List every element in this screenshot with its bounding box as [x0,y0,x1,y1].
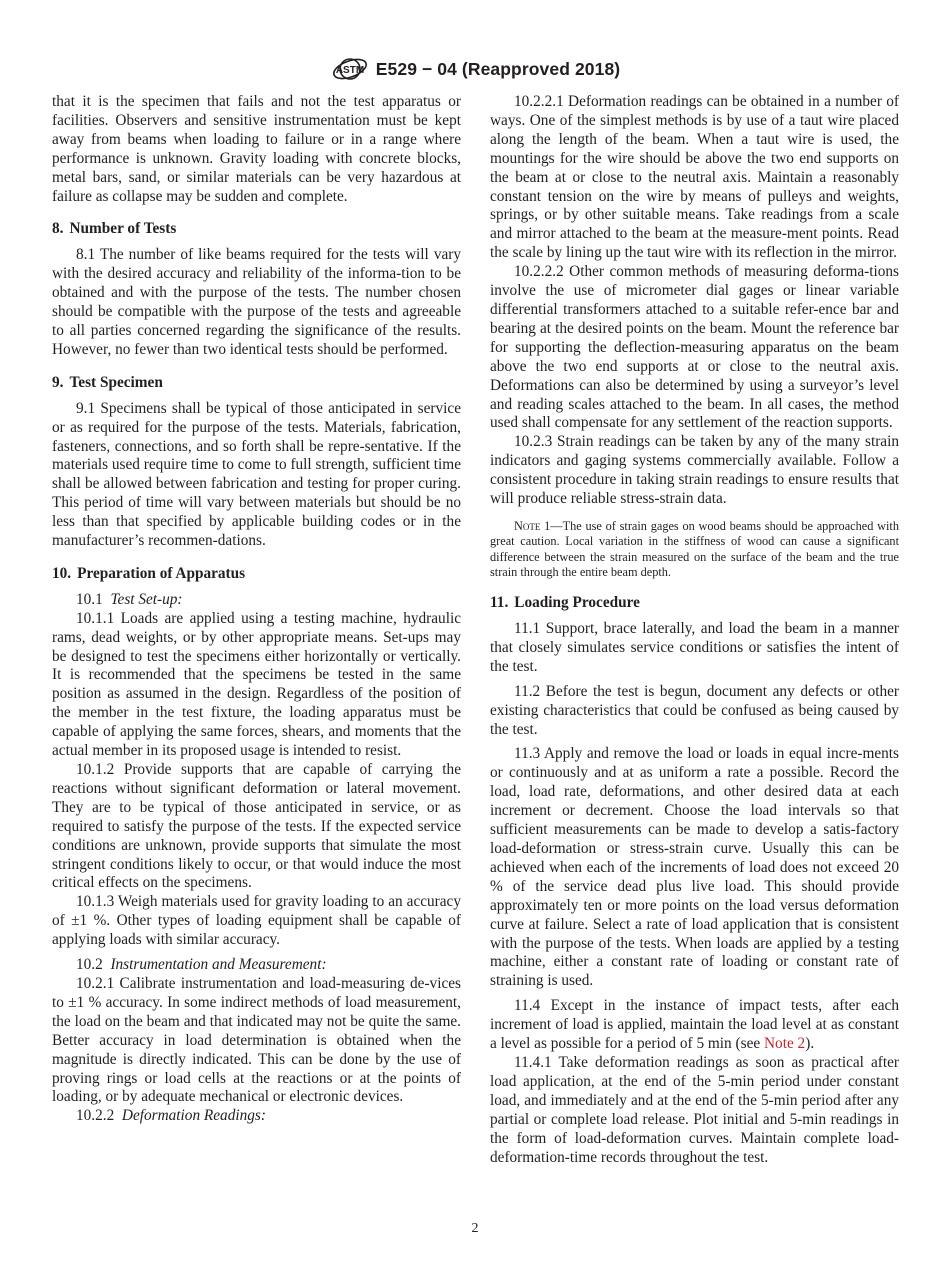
section-heading-8: 8. Number of Tests [52,220,177,238]
paragraph-11-4-1: 11.4.1 Take deformation readings as soon as practical after load application, at the end of the 5-min period under constant load, and immediately and at the end of the 5-min period after any partial or complete load release. Plot initial and 5-min readings in the form of load-deformation curves. Maintain complete load-deformation-time records throughout the test. [490,1053,899,1166]
note-2-link[interactable]: Note 2 [764,1035,806,1053]
document-title: E529 − 04 (Reapproved 2018) [375,58,621,79]
paragraph-10-2-2-2: 10.2.2.2 Other common methods of measuring deforma-tions involve the use of micrometer dial gages or linear variable differential transformers attached to a suitable refer-ence bar and bearing at the desired points on the beam. Mount the reference bar for supporting the deflection-measuring apparatus on the beam above the two end supports at or close to the neutral axis. Deformations can also be determined by using a surveyor’s level and reading scales attached to the beam. In all cases, the method used shall compensate for any settlement of the reaction supports. [490,263,899,432]
subheading-10-1: 10.1 Test Set-up: [76,590,183,608]
paragraph-10-1-1: 10.1.1 Loads are applied using a testing machine, hydraulic rams, dead weights, or by other appropriate means. Set-ups may be designed to test the specimens either horizontally or vertically. It is recommended that the specimens be tested in the same position as assumed in the design. Regardless of the position of the member in the test fixture, the loading apparatus must be capable of applying the same forces, shears, and moments that the actual member in its proposed usage is intended to resist. [52,609,461,760]
paragraph-11-1: 11.1 Support, brace laterally, and load the beam in a manner that closely simulates service conditions or satisfies the intent of the test. [490,620,899,675]
paragraph-11-2: 11.2 Before the test is begun, document any defects or other existing characteristics that could be confused as being caused by the test. [490,682,899,738]
paragraph-9-1: 9.1 Specimens shall be typical of those anticipated in service or as required for the purpose of the tests. Materials, fabrication, fasteners, connections, and so forth shall be repre-sentative. If the materials used require time to come to full strength, sufficient time shall be allowed between fabrication and testing for proper curing. This period of time will vary between materials but should be no less than that specified by applicable building codes or in the manufacturer’s recommen-dations. [52,399,461,550]
section-heading-11: 11. Loading Procedure [490,594,640,612]
astm-logo-icon [330,56,370,82]
note-1 [490,519,899,580]
paragraph-11-3: 11.3 Apply and remove the load or loads in equal incre-ments or continuously and at as uniform a rate a possible. Record the load, load rate, deformations, and other desired data at each increment or decrement. Choose the load intervals so that sufficient measurements can be made to develop a satis-factory load-deformation or stress-strain curve. Usually this can be achieved when each of the increments of load does not exceed 20 % of the service dead plus live load. This should provide approximately ten or more points on the load versus deformation curve at failure. Select a rate of load application that is consistent with the purpose of the tests. When loads are applied by a testing machine, either a constant rate of loading or constant rate of straining is used. [490,745,899,990]
section-heading-9: 9. Test Specimen [52,373,163,391]
page-header [0,56,950,82]
paragraph-8-1: 8.1 The number of like beams required for the tests will vary with the desired accuracy and reliability of the informa-tion to be obtained and with the purpose of the tests. The number chosen should be compatible with the purpose of the tests and agreeable to all parties concerned regarding the significance of the results. However, no fewer than two identical tests should be performed. [52,246,461,358]
paragraph-intro: that it is the specimen that fails and not the test apparatus or facilities. Observers and sensitive instrumentation must be kept away from beams when loading to failure or in a range where performance is unknown. Gravity loading with concrete blocks, metal bars, sand, or similar materials can be very hazardous at failure as collapse may be sudden and complete. [52,93,461,205]
subheading-10-2-2: 10.2.2 Deformation Readings: [76,1107,266,1125]
paragraph-10-2-1: 10.2.1 Calibrate instrumentation and load-measuring de-vices to ±1 % accuracy. In some indirect methods of load measurement, the load on the beam and that indicated may not be quite the same. Better accuracy in load determination is obtained when the magnitude is directly indicated. This can be done by the use of proving rings or load cells at the reactions or at the points of loading, or by adequate mechanical or electronic devices. [52,974,461,1106]
subheading-10-2: 10.2 Instrumentation and Measurement: [76,956,327,974]
page-number: 2 [471,1221,479,1236]
paragraph-10-1-2: 10.1.2 Provide supports that are capable of carrying the reactions without significant deformation or lateral movement. They are to be typical of those anticipated in service, or as required to satisfy the purpose of the tests. If the expected service conditions are unknown, provide supports that simulate the most stringent conditions likely to occur, or that would induce the most critical effects on the specimens. [52,761,461,892]
paragraph-10-2-3: 10.2.3 Strain readings can be taken by any of the many strain indicators and gaging systems commercially available. Follow a consistent procedure in taking strain readings to ensure results that will produce reliable stress-strain data. [490,433,899,508]
svg-text:ASTM: ASTM [335,65,364,76]
right-column [490,93,899,1167]
note-text: —The use of strain gages on wood beams should be approached with great caution. Local variation in the stiffness of wood can cause a significant difference between the strain measured on the surface of the beam and the true strain through the entire beam depth. [490,518,899,579]
note-label: Note 1 [514,518,551,533]
paragraph-10-1-3: 10.1.3 Weigh materials used for gravity loading to an accuracy of ±1 %. Other types of loading equipment shall be capable of applying loads with similar accuracy. [52,893,461,949]
section-heading-10: 10. Preparation of Apparatus [52,564,246,582]
left-column [52,93,461,1126]
paragraph-11-4: 11.4 Except in the instance of impact tests, after each increment of load is applied, maintain the load level at as constant a level as possible for a period of 5 min (see Note 2). [490,997,899,1053]
paragraph-10-2-2-1: 10.2.2.1 Deformation readings can be obtained in a number of ways. One of the simplest methods is by use of a taut wire placed along the length of the beam. When a taut wire is used, the mountings for the wire should be above the two end supports on the beam at or close to the neutral axis. Maintain a reasonably constant tension on the wire by means of pulleys and weights, springs, or by other suitable means. Take readings from a scale and mirror attached to the beam at the measure-ment points. Read the scale by lining up the taut wire with its reflection in the mirror. [490,93,899,262]
